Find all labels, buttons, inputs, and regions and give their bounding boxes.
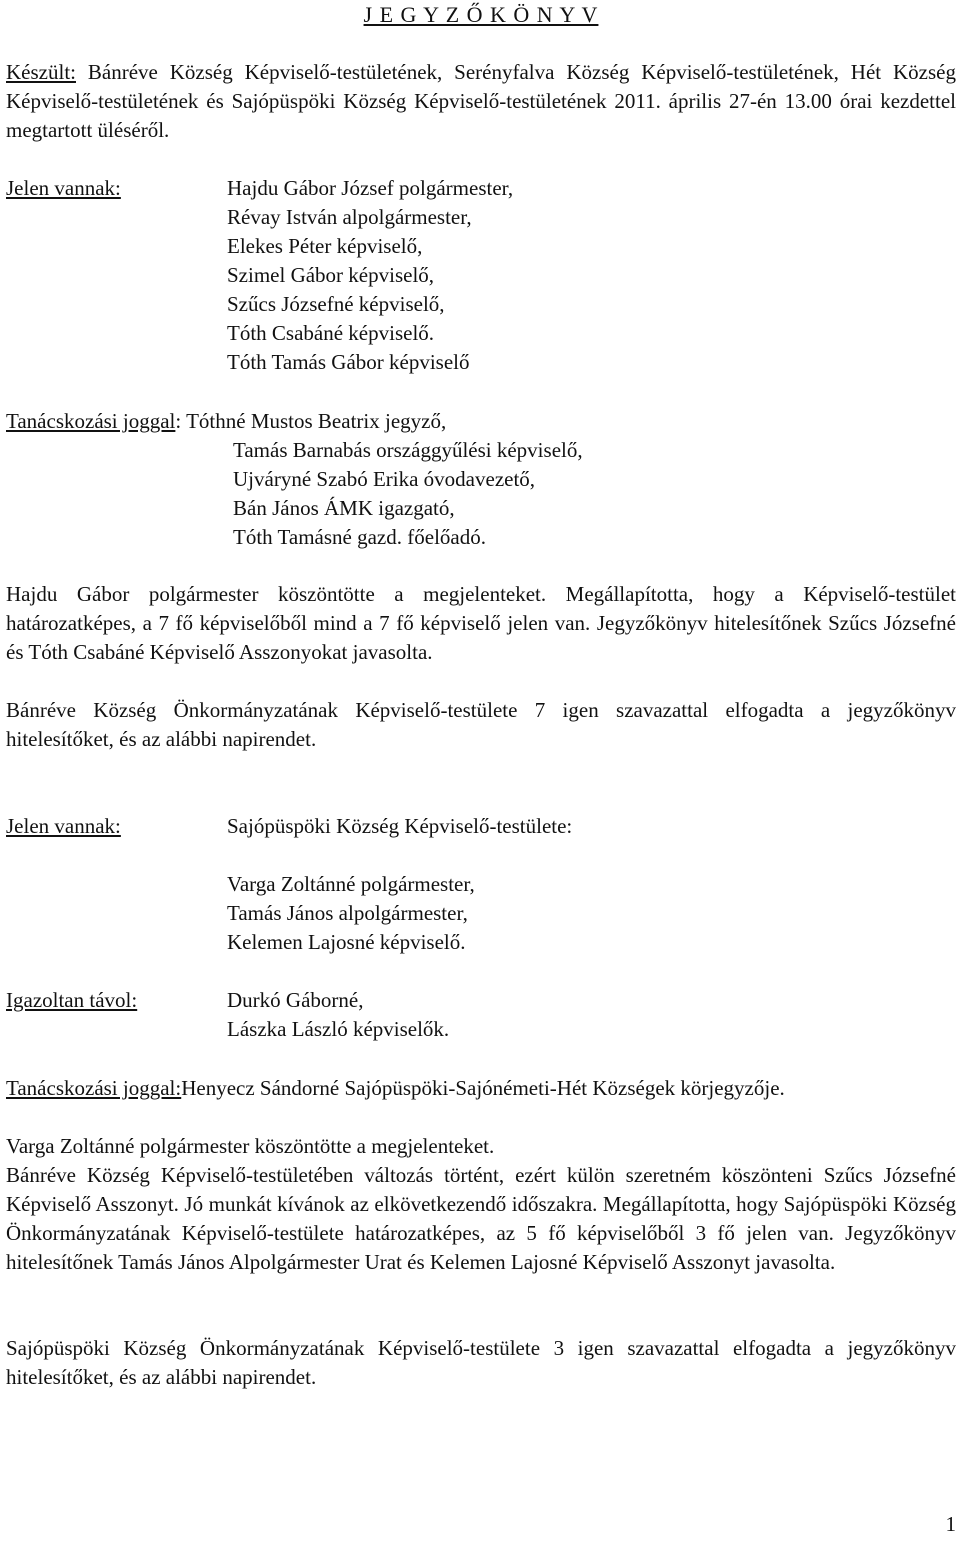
section1-paragraph-1: Hajdu Gábor polgármester köszöntötte a megjelenteket. Megállapította, hogy a Képviselő-testület határozatképes, a 7 fő képviselőből mind a 7 fő képviselő jelen van. Jegyzőkönyv hitelesítőnek Szűcs Józsefné és Tóth Csabáné Képviselő Asszonyokat javasolta.: [6, 582, 956, 664]
section2-paragraph-2: Bánréve Község Képviselő-testületében változás történt, ezért külön szeretném köszönteni Szűcs Józsefné Képviselő Asszonyt. Jó munkát kívánok az elkövetkezendő időszakra. Megállapította, hogy Sajópüspöki Község Önkormányzatának Képviselő-testülete határozatképes, az 5 fő képviselőből 3 fő jelen van. Jegyzőkönyv hitelesítőnek Tamás János Alpolgármester Urat és Kelemen Lajosné Képviselő Asszonyt javasolta.: [6, 1163, 956, 1274]
present-list-2: [227, 870, 475, 957]
present-item: Szűcs Józsefné képviselő,: [227, 292, 445, 316]
intro-text: Bánréve Község Képviselő-testületének, Serényfalva Község Képviselő-testületének, Hét Község Képviselő-testületének és Sajópüspöki Község Képviselő-testületének 2011. április 27-én 13.00 órai kezdettel megtartott üléséről.: [6, 60, 956, 142]
present-item: Tamás János alpolgármester,: [227, 901, 468, 925]
advisory-item: Tóth Tamásné gazd. főelőadó.: [233, 525, 486, 549]
present-item: Elekes Péter képviselő,: [227, 234, 423, 258]
intro-label: Készült:: [6, 60, 76, 84]
absent-label: Igazoltan távol:: [6, 988, 138, 1012]
present-item: Hajdu Gábor József polgármester,: [227, 176, 514, 200]
advisory-line-2: [6, 1074, 785, 1103]
page-number: 1: [945, 1512, 956, 1536]
section1-paragraph-2: Bánréve Község Önkormányzatának Képviselő-testülete 7 igen szavazattal elfogadta a jegyzőkönyv hitelesítőket, és az alábbi napirendet.: [6, 698, 956, 751]
advisory-line-1: [6, 407, 446, 436]
advisory-item: Tamás Barnabás országgyűlési képviselő,: [233, 438, 583, 462]
absent-item: Lászka László képviselők.: [227, 1017, 450, 1041]
advisory-item: Bán János ÁMK igazgató,: [233, 496, 455, 520]
present-label-1: Jelen vannak:: [6, 176, 121, 200]
advisory-item: Ujváryné Szabó Erika óvodavezető,: [233, 467, 536, 491]
document-title: J E G Y Z Ő K Ö N Y V: [363, 2, 599, 27]
advisory-list-1: [233, 436, 583, 552]
present-item: Varga Zoltánné polgármester,: [227, 872, 475, 896]
advisory-text-2: Henyecz Sándorné Sajópüspöki-Sajónémeti-Hét Községek körjegyzője.: [181, 1076, 785, 1100]
section2-paragraph-3: Sajópüspöki Község Önkormányzatának Képviselő-testülete 3 igen szavazattal elfogadta a jegyzőkönyv hitelesítőket, és az alábbi napirendet.: [6, 1336, 956, 1389]
present-item: Tóth Tamás Gábor képviselő: [227, 350, 470, 374]
council-name: Sajópüspöki Község Képviselő-testülete:: [227, 814, 573, 838]
present-list-1: [227, 174, 513, 377]
present-item: Szimel Gábor képviselő,: [227, 263, 435, 287]
present-label-2: Jelen vannak:: [6, 814, 121, 838]
advisory-label-2: Tanácskozási joggal:: [6, 1076, 182, 1100]
advisory-first: : Tóthné Mustos Beatrix jegyző,: [175, 409, 447, 433]
absent-item: Durkó Gáborné,: [227, 988, 364, 1012]
absent-list: [227, 986, 449, 1044]
present-item: Tóth Csabáné képviselő.: [227, 321, 435, 345]
present-item: Révay István alpolgármester,: [227, 205, 472, 229]
advisory-label-1: Tanácskozási joggal: [6, 409, 176, 433]
present-item: Kelemen Lajosné képviselő.: [227, 930, 466, 954]
section2-paragraph-1: Varga Zoltánné polgármester köszöntötte a megjelenteket.: [6, 1134, 495, 1158]
intro-paragraph: [6, 58, 956, 145]
